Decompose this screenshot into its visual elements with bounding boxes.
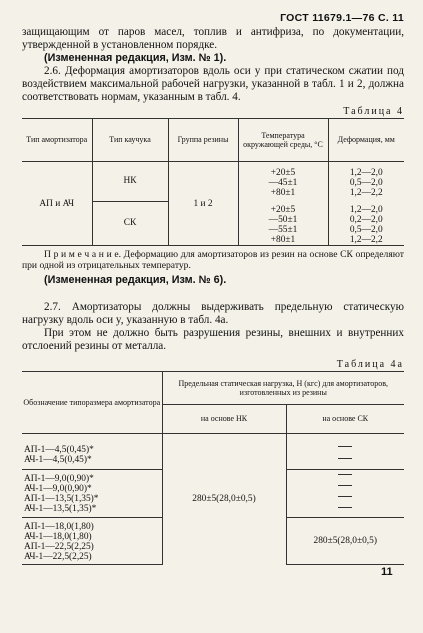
table4a-group1: [22, 434, 162, 470]
table4-header-temperature: Температура окружающей среды, °С: [238, 119, 328, 162]
table4-deform: 1,2—2,0: [328, 162, 404, 179]
table4a-value-nk: 280±5(28,0±0,5): [162, 434, 286, 565]
dash-mark: [338, 458, 352, 468]
table4-temp: +20±5: [238, 201, 328, 215]
dash-mark: [338, 474, 352, 484]
table4a-type-item: АП-1—22,5(2,25): [24, 542, 94, 552]
table4-deform: 0,5—2,0: [328, 178, 404, 188]
table4a-group2: [22, 470, 162, 518]
change-note-1: (Измененная редакция, Изм. № 1).: [44, 52, 227, 64]
change-note-6: (Измененная редакция, Изм. № 6).: [44, 274, 227, 286]
table4-rubber-sk: СК: [92, 201, 168, 246]
table4a-group1-sk: [286, 434, 404, 470]
dash-mark: [338, 496, 352, 506]
table4-header-deformation: Деформация, мм: [328, 119, 404, 162]
table4a-header-sk: на основе СК: [286, 405, 404, 434]
table4-temp: —55±1: [238, 225, 328, 235]
paragraph-2-6: 2.6. Деформация амортизаторов вдоль оси y при статическом сжатии под воздействием максимальной рабочей нагрузки, указанной в табл. 1 и 2, должна соответствовать нормам, указанным в табл. 4.: [22, 65, 404, 103]
table4-deform: 1,2—2,0: [328, 201, 404, 215]
table4a-group2-sk: [286, 470, 404, 518]
table4-note: П р и м е ч а н и е. Деформацию для амортизаторов из резин на основе СК определяют при одной из отрицательных температур.: [22, 249, 404, 271]
table4a-type-item: АЧ-1—9,0(0,90)*: [24, 484, 92, 494]
table4-temp: +20±5: [238, 162, 328, 179]
table4-header-row: [22, 119, 404, 162]
table-4: [22, 118, 404, 246]
dash-mark: [338, 446, 352, 456]
paragraph-top: защищающим от паров масел, топлив и антифриза, по документации, утвержденной в установленном порядке.: [22, 26, 404, 51]
table4-header-rubber: Тип каучука: [92, 119, 168, 162]
table4-temp: —50±1: [238, 215, 328, 225]
table4-type-cell: АП и АЧ: [22, 162, 92, 246]
table-row: [22, 434, 404, 470]
table4a-type-item: АП-1—13,5(1,35)*: [24, 494, 99, 504]
table4a-type-item: АЧ-1—4,5(0,45)*: [24, 455, 92, 465]
document-page: [22, 12, 404, 565]
paragraph-2-7b: При этом не должно быть разрушения резины, внешних и внутренних отслоений резины от металла.: [22, 327, 404, 352]
table4-header-type: Тип амортизатора: [22, 119, 92, 162]
page-header: ГОСТ 11679.1—76 С. 11: [280, 12, 404, 24]
table4-temp: +80±1: [238, 235, 328, 246]
table4a-type-item: АЧ-1—18,0(1,80): [24, 532, 92, 542]
table4-temp: +80±1: [238, 188, 328, 201]
table4a-type-item: АЧ-1—13,5(1,35)*: [24, 504, 97, 514]
table-4a: [22, 371, 404, 565]
paragraph-2-7: 2.7. Амортизаторы должны выдерживать предельную статическую нагрузку вдоль оси y, указанную в табл. 4а.: [22, 301, 404, 326]
table4a-value-sk: 280±5(28,0±0,5): [286, 518, 404, 565]
table4a-group3: [22, 518, 162, 565]
table4-rubber-nk: НК: [92, 162, 168, 202]
table4a-header-nk: на основе НК: [162, 405, 286, 434]
table4a-type-item: АП-1—4,5(0,45)*: [24, 445, 94, 455]
table4-header-group: Группа резины: [168, 119, 238, 162]
page-number: 11: [381, 566, 393, 578]
dash-mark: [338, 485, 352, 495]
table4a-type-item: АП-1—18,0(1,80): [24, 522, 94, 532]
table4-group-cell: 1 и 2: [168, 162, 238, 246]
table4a-type-item: АЧ-1—22,5(2,25): [24, 552, 92, 562]
table4-deform: 0,5—2,0: [328, 225, 404, 235]
table4-deform: 1,2—2,2: [328, 188, 404, 201]
table4a-title: Таблица 4а: [336, 359, 404, 370]
table4-deform: 1,2—2,2: [328, 235, 404, 246]
table4-deform: 0,2—2,0: [328, 215, 404, 225]
table4a-header-load: Предельная статическая нагрузка, Н (кгс) для амортизаторов, изготовленных из резины: [162, 372, 404, 405]
table4-temp: —45±1: [238, 178, 328, 188]
dash-mark: [338, 507, 352, 517]
table4a-type-item: АП-1—9,0(0,90)*: [24, 474, 94, 484]
table-row: [22, 162, 404, 179]
table4a-header-type: Обозначение типоразмера амортизатора: [22, 372, 162, 434]
table4-title: Таблица 4: [343, 106, 404, 117]
